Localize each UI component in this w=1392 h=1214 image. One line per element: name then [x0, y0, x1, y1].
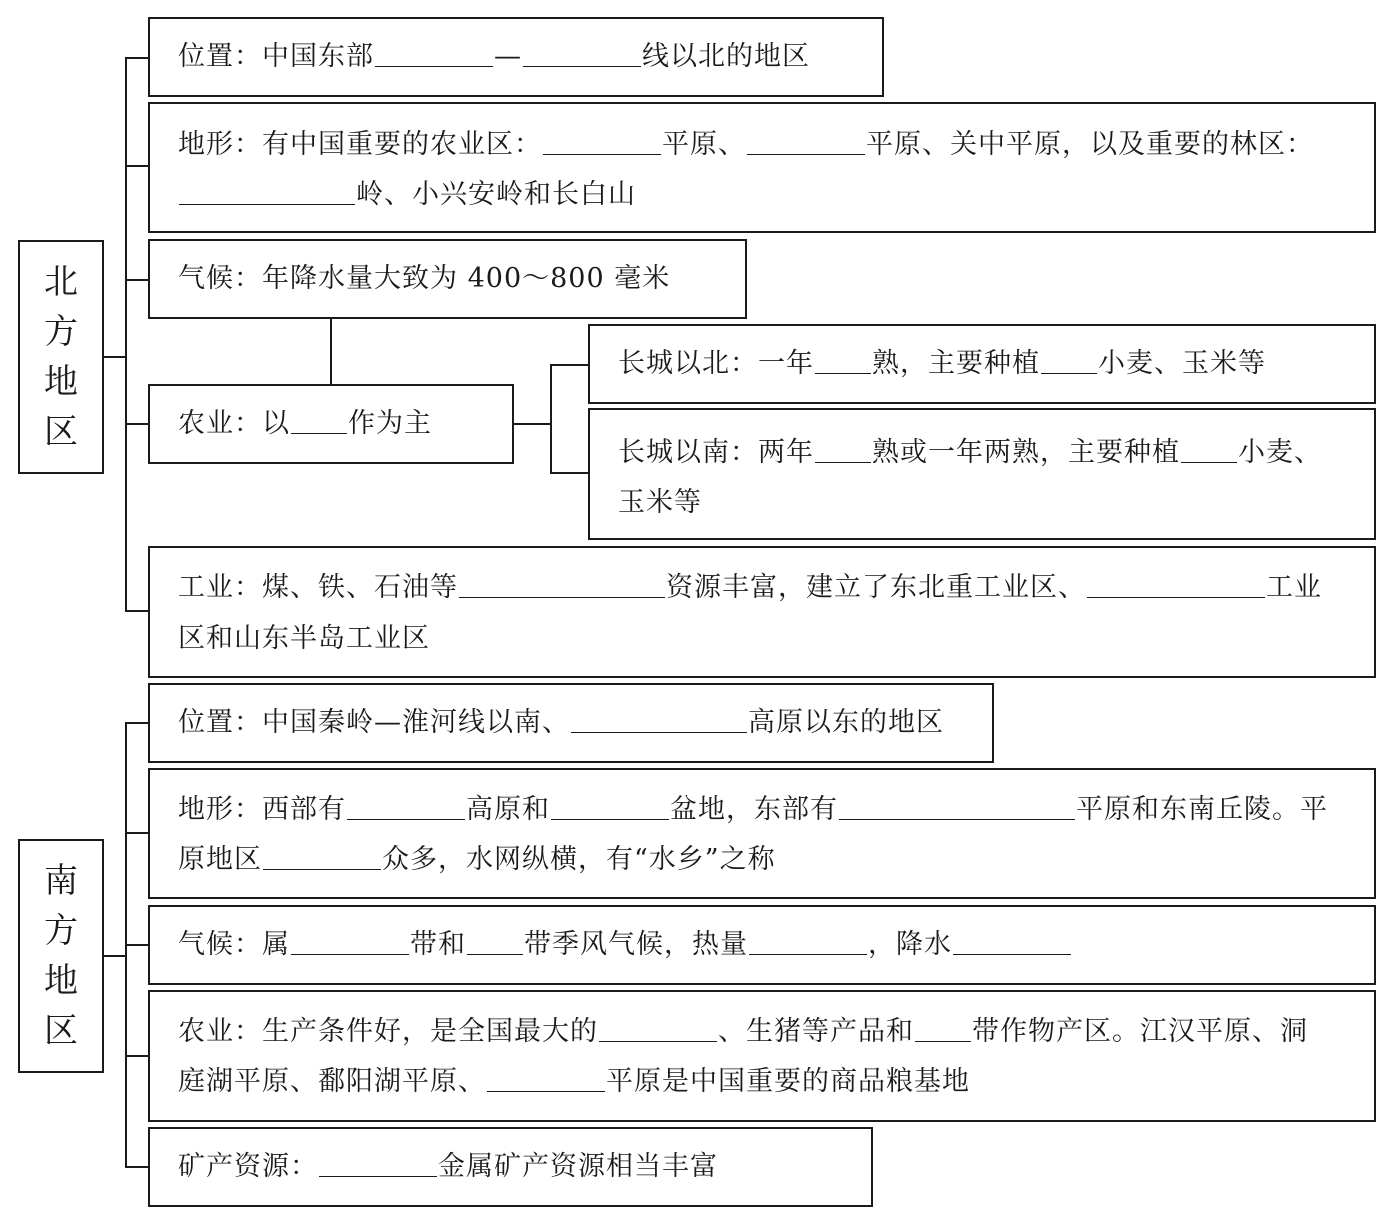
- south-agriculture-box: [148, 990, 1376, 1122]
- south-terrain-text-line2: 原地区 众多，水网纵横，有“水乡”之称: [178, 835, 776, 885]
- connector-line: [104, 955, 126, 957]
- answer-blank[interactable]: [1041, 343, 1097, 374]
- connector-line: [125, 279, 149, 281]
- south-climate-text: 气候：属 带和 带季风气候，热量 ，降水: [178, 920, 1072, 970]
- answer-blank[interactable]: [291, 403, 347, 434]
- north-climate-text: 气候：年降水量大致为 400～800 毫米: [178, 263, 671, 294]
- connector-line: [125, 423, 149, 425]
- connector-line: [330, 318, 332, 384]
- south-agriculture-text-line2: 庭湖平原、鄱阳湖平原、 平原是中国重要的商品粮基地: [178, 1057, 970, 1107]
- connector-line: [125, 1055, 149, 1057]
- south-title-char: 地: [44, 961, 78, 1001]
- south-of-wall-box: [588, 408, 1376, 540]
- answer-blank[interactable]: [953, 924, 1071, 955]
- south-location-text: 位置：中国秦岭—淮河线以南、 高原以东的地区: [178, 698, 944, 748]
- north-agriculture-text: 农业：以 作为主: [178, 399, 432, 449]
- south-terrain-box: [148, 768, 1376, 899]
- answer-blank[interactable]: [179, 174, 355, 205]
- north-location-box: [148, 17, 884, 97]
- north-terrain-box: [148, 102, 1376, 233]
- south-title-char: 南: [44, 861, 78, 901]
- connector-line: [550, 364, 589, 366]
- connector-line: [125, 722, 149, 724]
- north-of-wall-text: 长城以北：一年 熟，主要种植 小麦、玉米等: [618, 339, 1266, 389]
- north-title-char: 地: [44, 362, 78, 402]
- south-terrain-text-line1: 地形：西部有 高原和 盆地，东部有 平原和东南丘陵。平: [178, 785, 1328, 835]
- answer-blank[interactable]: [291, 924, 409, 955]
- south-minerals-text: 矿产资源： 金属矿产资源相当丰富: [178, 1142, 718, 1192]
- connector-line: [125, 1166, 149, 1168]
- connector-line: [125, 57, 149, 59]
- answer-blank[interactable]: [319, 1146, 437, 1177]
- answer-blank[interactable]: [543, 124, 661, 155]
- north-industry-text-line2: 区和山东半岛工业区: [178, 623, 430, 654]
- south-of-wall-text-line1: 长城以南：两年 熟或一年两熟，主要种植 小麦、: [618, 428, 1322, 478]
- north-terrain-text-line1: 地形：有中国重要的农业区： 平原、 平原、关中平原，以及重要的林区：: [178, 120, 1314, 170]
- answer-blank[interactable]: [571, 702, 747, 733]
- north-title-char: 区: [44, 412, 78, 452]
- north-region-node: [18, 240, 104, 474]
- connector-line: [125, 610, 149, 612]
- answer-blank[interactable]: [599, 1011, 717, 1042]
- south-region-node: [18, 839, 104, 1073]
- north-industry-text-line1: 工业：煤、铁、石油等 资源丰富，建立了东北重工业区、 工业: [178, 563, 1322, 613]
- answer-blank[interactable]: [1087, 567, 1265, 598]
- connector-line: [125, 944, 149, 946]
- answer-blank[interactable]: [1181, 432, 1237, 463]
- answer-blank[interactable]: [747, 124, 865, 155]
- north-agriculture-box: [148, 384, 514, 464]
- answer-blank[interactable]: [467, 924, 523, 955]
- north-location-text: 位置：中国东部 — 线以北的地区: [178, 32, 810, 82]
- answer-blank[interactable]: [551, 789, 669, 820]
- south-title-char: 区: [44, 1011, 78, 1051]
- south-climate-box: [148, 905, 1376, 985]
- south-title-char: 方: [44, 911, 78, 951]
- north-title-char: 方: [44, 312, 78, 352]
- north-of-wall-box: [588, 324, 1376, 404]
- answer-blank[interactable]: [749, 924, 867, 955]
- answer-blank[interactable]: [815, 432, 871, 463]
- answer-blank[interactable]: [459, 567, 665, 598]
- connector-line: [125, 165, 149, 167]
- connector-line: [125, 832, 149, 834]
- north-industry-box: [148, 546, 1376, 678]
- north-title-char: 北: [44, 262, 78, 302]
- answer-blank[interactable]: [815, 343, 871, 374]
- connector-line: [550, 364, 552, 474]
- south-minerals-box: [148, 1127, 873, 1207]
- answer-blank[interactable]: [347, 789, 465, 820]
- north-climate-box: [148, 239, 747, 319]
- south-agriculture-text-line1: 农业：生产条件好，是全国最大的 、生猪等产品和 带作物产区。江汉平原、洞: [178, 1007, 1308, 1057]
- answer-blank[interactable]: [263, 839, 381, 870]
- answer-blank[interactable]: [839, 789, 1075, 820]
- south-of-wall-text-line2: 玉米等: [618, 487, 702, 518]
- connector-line: [104, 356, 126, 358]
- answer-blank[interactable]: [375, 36, 493, 67]
- answer-blank[interactable]: [915, 1011, 971, 1042]
- north-terrain-text-line2: 岭、小兴安岭和长白山: [178, 170, 636, 220]
- connector-line: [513, 423, 551, 425]
- answer-blank[interactable]: [487, 1061, 605, 1092]
- answer-blank[interactable]: [523, 36, 641, 67]
- connector-line: [125, 57, 127, 612]
- connector-line: [550, 472, 589, 474]
- south-location-box: [148, 683, 994, 763]
